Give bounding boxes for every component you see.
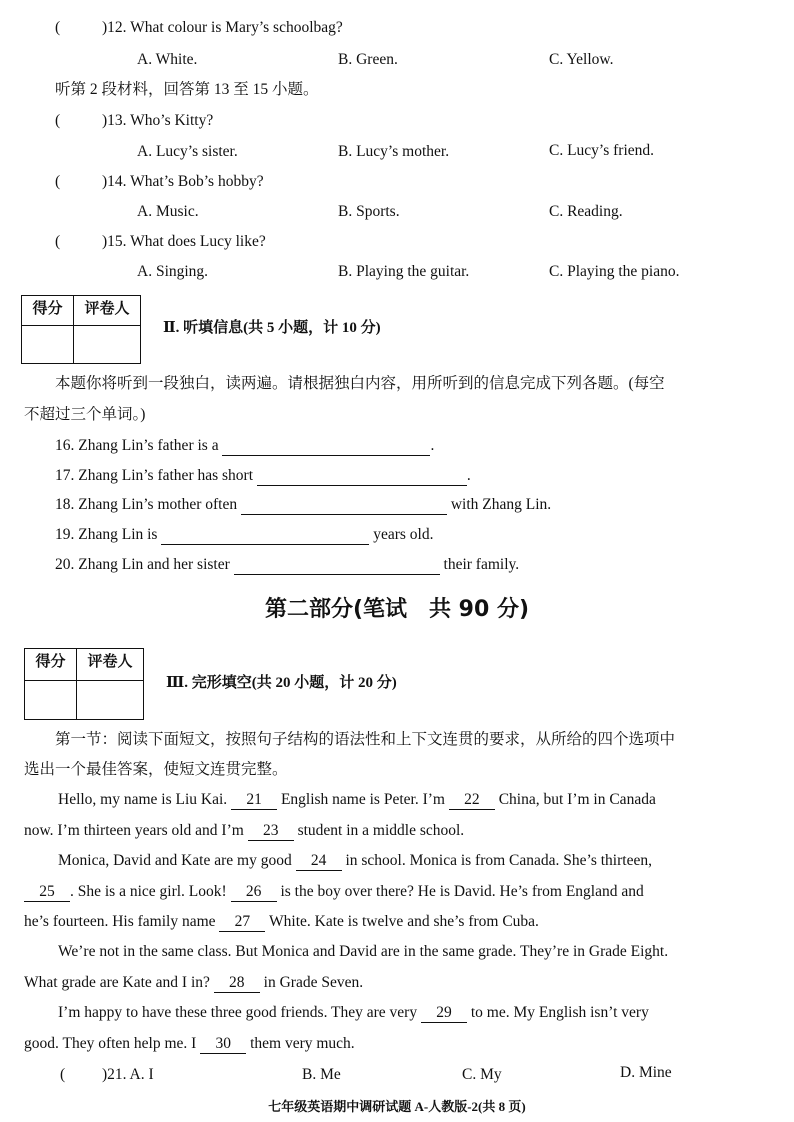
- q12-paren: (: [55, 19, 61, 36]
- q13-paren: (: [55, 112, 61, 129]
- q12-option-b[interactable]: B. Green.: [338, 51, 398, 68]
- passage-line3: Monica, David and Kate are my good 24 in school. Monica is from Canada. She’s thirteen,: [58, 852, 652, 869]
- q21-paren: (: [60, 1066, 66, 1083]
- blank-22[interactable]: 22: [449, 791, 495, 810]
- passage-line1: Hello, my name is Liu Kai. 21 English name is Peter. I’m 22 China, but I’m in Canada: [58, 791, 656, 808]
- score-label: 得分: [22, 296, 74, 326]
- q13-stem: )13. Who’s Kitty?: [102, 112, 214, 129]
- part2-instruction-line2: 不超过三个单词。): [24, 406, 146, 423]
- q19-answer-blank[interactable]: [161, 526, 369, 545]
- grader-label: 评卷人: [74, 296, 140, 326]
- q21-option-b[interactable]: B. Me: [302, 1066, 341, 1083]
- q15-stem: )15. What does Lucy like?: [102, 233, 266, 250]
- blank-28[interactable]: 28: [214, 974, 260, 993]
- score-box-part3: [24, 648, 144, 720]
- blank-23[interactable]: 23: [248, 822, 294, 841]
- passage-line2: now. I’m thirteen years old and I’m 23 student in a middle school.: [24, 822, 465, 839]
- score-cell[interactable]: [22, 326, 74, 363]
- score-cell[interactable]: [25, 681, 77, 719]
- part2-title: Ⅱ. 听填信息(共 5 小题，计 10 分): [163, 320, 381, 336]
- q17: 17. Zhang Lin’s father has short .: [55, 467, 471, 484]
- passage-line7: What grade are Kate and I in? 28 in Grade Seven.: [24, 974, 364, 991]
- q15-option-a[interactable]: A. Singing.: [137, 263, 209, 280]
- blank-21[interactable]: 21: [231, 791, 277, 810]
- blank-26[interactable]: 26: [231, 883, 277, 902]
- q15-option-b[interactable]: B. Playing the guitar.: [338, 263, 470, 280]
- section-2-intro: 听第 2 段材料，回答第 13 至 15 小题。: [55, 81, 319, 98]
- q19: 19. Zhang Lin is years old.: [55, 526, 434, 543]
- part3-title: Ⅲ. 完形填空(共 20 小题，计 20 分): [166, 675, 397, 691]
- q15-option-c[interactable]: C. Playing the piano.: [549, 263, 680, 280]
- section-title: 第二部分(笔试 共 90 分): [264, 597, 530, 622]
- q12-option-a[interactable]: A. White.: [137, 51, 198, 68]
- score-box-part2: [21, 295, 141, 364]
- passage-line8: I’m happy to have these three good friends. They are very 29 to me. My English isn’t very: [58, 1004, 649, 1021]
- passage-line6: We’re not in the same class. But Monica and David are in the same grade. They’re in Grade Eight.: [58, 943, 669, 960]
- q15-paren: (: [55, 233, 61, 250]
- grader-cell[interactable]: [74, 326, 140, 363]
- q14-option-a[interactable]: A. Music.: [137, 203, 199, 220]
- score-label: 得分: [25, 649, 77, 681]
- q14-stem: )14. What’s Bob’s hobby?: [102, 173, 264, 190]
- grader-label: 评卷人: [77, 649, 143, 681]
- grader-cell[interactable]: [77, 681, 143, 719]
- q17-answer-blank[interactable]: [257, 467, 467, 486]
- q18-answer-blank[interactable]: [241, 496, 447, 515]
- q16: 16. Zhang Lin’s father is a .: [55, 437, 435, 454]
- blank-25[interactable]: 25: [24, 883, 70, 902]
- passage-line9: good. They often help me. I 30 them very much.: [24, 1035, 355, 1052]
- blank-27[interactable]: 27: [219, 913, 265, 932]
- passage-line4: 25 . She is a nice girl. Look! 26 is the boy over there? He is David. He’s from England and: [24, 882, 644, 902]
- q14-option-b[interactable]: B. Sports.: [338, 203, 400, 220]
- part3-instruction-line1: 第一节：阅读下面短文，按照句子结构的语法性和上下文连贯的要求，从所给的四个选项中: [55, 731, 676, 748]
- q21-stem[interactable]: )21. A. I: [102, 1066, 154, 1083]
- blank-24[interactable]: 24: [296, 852, 342, 871]
- q20: 20. Zhang Lin and her sister their family.: [55, 556, 520, 573]
- part3-instruction-line2: 选出一个最佳答案，使短文连贯完整。: [24, 761, 288, 778]
- q18: 18. Zhang Lin’s mother often with Zhang Lin.: [55, 496, 552, 513]
- passage-line5: he’s fourteen. His family name 27 White. Kate is twelve and she’s from Cuba.: [24, 913, 539, 930]
- q14-option-c[interactable]: C. Reading.: [549, 203, 623, 220]
- part2-instruction-line1: 本题你将听到一段独白，读两遍。请根据独白内容，用所听到的信息完成下列各题。(每空: [55, 375, 665, 392]
- blank-29[interactable]: 29: [421, 1004, 467, 1023]
- q13-option-a[interactable]: A. Lucy’s sister.: [137, 143, 238, 160]
- q21-option-c[interactable]: C. My: [462, 1066, 502, 1083]
- q12-option-c[interactable]: C. Yellow.: [549, 51, 614, 68]
- q20-answer-blank[interactable]: [234, 556, 440, 575]
- q21-option-d[interactable]: D. Mine: [620, 1064, 672, 1081]
- q13-option-c[interactable]: C. Lucy’s friend.: [549, 142, 655, 159]
- q13-option-b[interactable]: B. Lucy’s mother.: [338, 143, 450, 160]
- page-footer: 七年级英语期中调研试题 A-人教版-2(共 8 页): [268, 1099, 526, 1114]
- q12-stem: )12. What colour is Mary’s schoolbag?: [102, 19, 343, 36]
- blank-30[interactable]: 30: [200, 1035, 246, 1054]
- q16-answer-blank[interactable]: [222, 437, 430, 456]
- q14-paren: (: [55, 173, 61, 190]
